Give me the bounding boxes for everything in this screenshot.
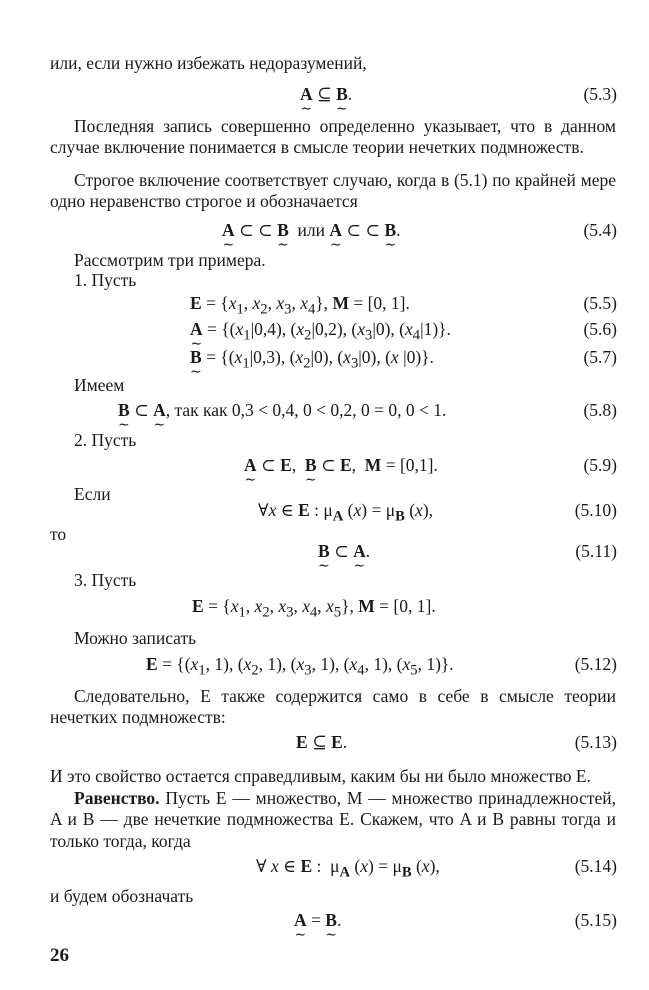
equation-5-13: E ⊆ E. — [296, 732, 348, 752]
text-line: 1. Пусть — [74, 270, 137, 290]
equation-number: (5.6) — [583, 319, 617, 339]
equation-5-6: A ∼ = {$(x_1|0,4)$, $(x_2|0,2)$, $(x_3|0)$, $(x_4|1)$}. — [190, 319, 451, 345]
equation-number: (5.9) — [583, 455, 617, 475]
equation-5-10: ∀x ∈ E : $\mu_A$ $(x) = \mu_B$ (x), — [258, 500, 434, 525]
equation-number: (5.10) — [574, 500, 617, 520]
text-line: Если — [74, 484, 111, 504]
equation-number: (5.12) — [574, 654, 617, 674]
equation-number: (5.5) — [583, 293, 617, 313]
equation-universe: $E = \{x_1$, $x_2$, $x_3$, $x_4$, $x_5$}, M = [0, 1]. — [192, 596, 436, 621]
paragraph: Строгое включение соответствует случаю, когда в (5.1) по крайней мере одно неравенство строгое и обозначается — [50, 170, 616, 212]
text-line: или, если нужно избежать недоразумений, — [50, 53, 367, 73]
paragraph-text: Пусть E — множество, M — множество принадлежностей, A и B — две нечеткие подмножества E. Скажем, что A и B равны тогда и только тогда, когда — [50, 788, 616, 851]
text-line: Имеем — [74, 375, 125, 395]
equation-5-8: B ∼ ⊂ A ∼, так как 0,3 < 0,4, 0 < 0,2, 0 = 0, 0 < 1. — [118, 400, 446, 421]
equation-number: (5.11) — [575, 541, 617, 561]
equation-5-15: A ∼ = B ∼. — [294, 910, 341, 931]
equation-5-7: B ∼ = {$(x_1|0,3)$, $(x_2|0)$, $(x_3|0)$, (x |0)}. — [190, 347, 434, 373]
equation-5-14: ∀ x ∈ E : $\mu_A$ $(x) = \mu_B$ (x), — [256, 856, 440, 881]
equation-5-4: A ∼ ⊂ ⊂ B ∼ или A ∼ ⊂ ⊂ B ∼. — [222, 220, 401, 241]
text-line: Можно записать — [74, 628, 197, 648]
text-line: 3. Пусть — [74, 570, 137, 590]
text-line: 2. Пусть — [74, 430, 137, 450]
equation-5-12: $E = \{(x_1$, 1), ($x_2$, 1), ($x_3$, 1), ($x_4$, 1), ($x_5$, 1)}. — [146, 654, 454, 679]
page-number: 26 — [50, 945, 69, 966]
paragraph — [50, 788, 616, 852]
equation-number: (5.13) — [574, 732, 617, 752]
equation-number: (5.4) — [583, 220, 617, 240]
equation-number: (5.14) — [574, 856, 617, 876]
equation-5-11: B ∼ ⊂ A ∼. — [318, 541, 370, 562]
text-line: Рассмотрим три примера. — [74, 250, 266, 270]
equation-number: (5.8) — [583, 400, 617, 420]
equation-number: (5.3) — [583, 84, 617, 104]
equation-number: (5.15) — [574, 910, 617, 930]
paragraph: Последняя запись совершенно определенно указывает, что в данном случае включение понимается в смысле теории нечетких подмножеств. — [50, 116, 616, 158]
equation-5-5: $E = \{x_1$, $x_2$, $x_3$, $x_4$}, M = [0, 1]. — [190, 293, 410, 318]
paragraph: Следовательно, E также содержится само в себе в смысле теории нечетких подмножеств: — [50, 686, 616, 728]
text-line: то — [50, 524, 67, 544]
text-line: и будем обозначать — [50, 886, 194, 906]
equation-5-3: A ∼ ⊆ B ∼. — [300, 84, 352, 105]
equation-5-9: A ∼ ⊂ E, B ∼ ⊂ E, M = [0,1]. — [244, 455, 438, 476]
text-line: И это свойство остается справедливым, каким бы ни было множество E. — [50, 766, 591, 786]
section-heading: Равенство. — [74, 788, 160, 808]
equation-number: (5.7) — [583, 347, 617, 367]
